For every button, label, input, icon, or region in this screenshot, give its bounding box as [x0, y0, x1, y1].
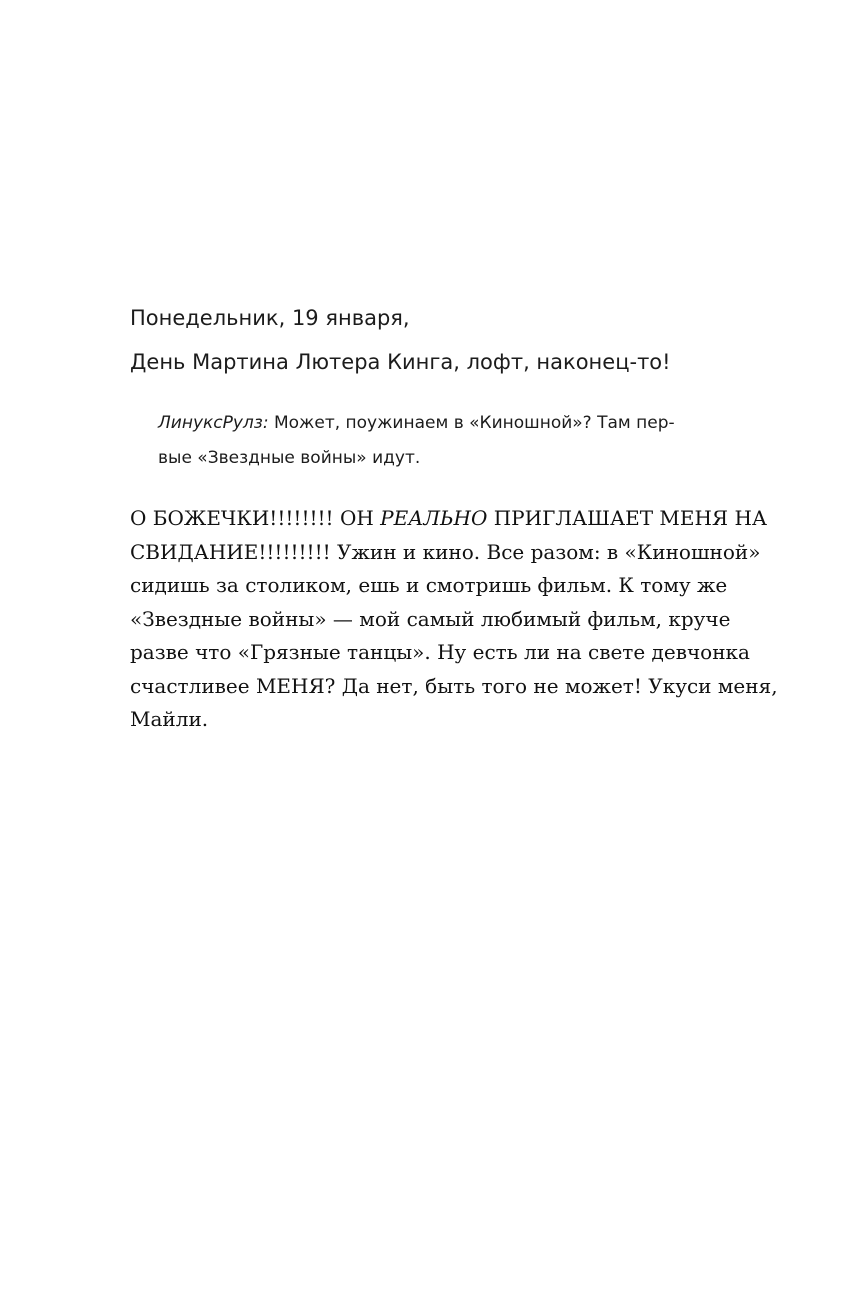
paragraph-line: сидишь за столиком, ешь и смотришь фильм. К тому же [130, 573, 728, 597]
paragraph-line: СВИДАНИЕ!!!!!!!!! Ужин и кино. Все разом: в «Киношной» [130, 539, 761, 564]
emphasis-text: РЕАЛЬНО [380, 506, 488, 530]
paragraph-line: «Звездные войны» — мой самый любимый фильм, круче [130, 606, 731, 631]
chat-nickname: ЛинуксРулз: [158, 413, 269, 433]
paragraph-line: разве что «Грязные танцы». Ну есть ли на свете девчонка [130, 640, 750, 664]
chat-text: Может, поужинаем в «Киношной»? Там пер- [268, 413, 675, 433]
chat-line [158, 406, 692, 441]
paragraph-line [130, 502, 768, 536]
entry-location-line: День Мартина Лютера Кинга, лофт, наконец-то! [130, 350, 671, 374]
entry-heading [130, 296, 770, 384]
paragraph-text: О БОЖЕЧКИ!!!!!!!! ОН [130, 506, 381, 530]
paragraph-line: счастливее МЕНЯ? Да нет, быть того не может! Укуси меня, [130, 673, 778, 698]
chat-line: вые «Звездные войны» идут. [158, 448, 421, 468]
paragraph-text: ПРИГЛАШАЕТ МЕНЯ НА [487, 506, 768, 530]
paragraph-line: Майли. [130, 707, 209, 731]
chat-message [158, 406, 692, 476]
diary-paragraph [130, 502, 778, 737]
entry-date-line: Понедельник, 19 января, [130, 306, 410, 330]
